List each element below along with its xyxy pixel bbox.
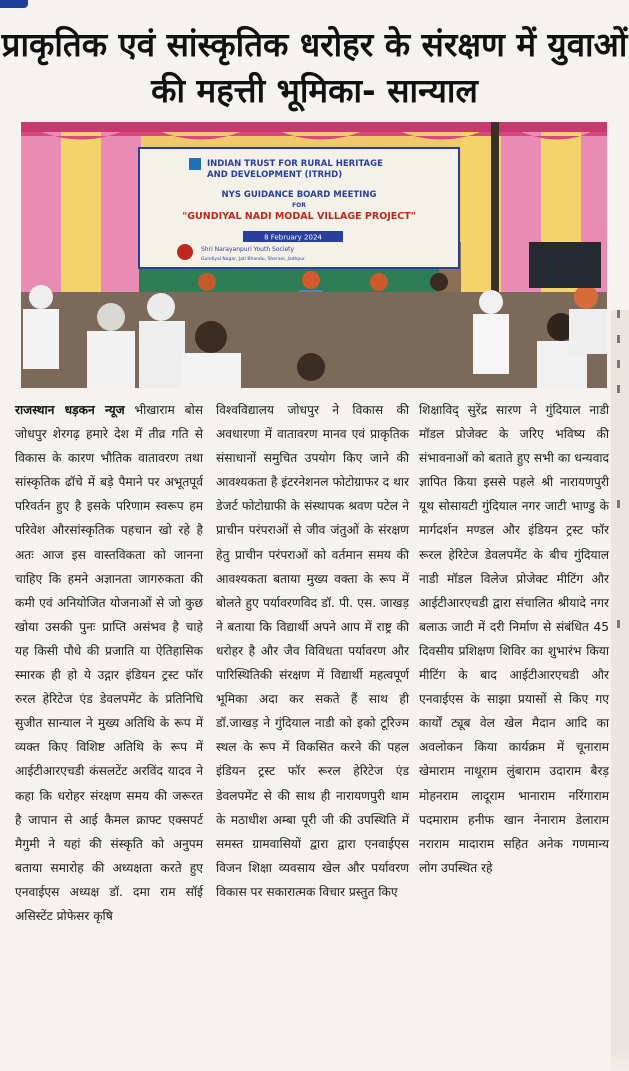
itrhd-logo [189,158,201,170]
masthead-corner-mark [0,0,28,8]
article-body [15,398,611,1068]
banner-org-line2: AND DEVELOPMENT (ITRHD) [207,170,343,180]
headline [0,22,629,114]
event-photo-illustration [21,122,607,388]
banner-org-line1: INDIAN TRUST FOR RURAL HERITAGE [207,159,383,169]
adjacent-page-edge [611,310,629,1071]
event-photo [21,122,607,388]
banner-date: 8 February 2024 [264,233,322,242]
article-column-2-text: विश्वविद्यालय जोधपुर ने विकास की अवधारणा में वातावरण मानव एवं प्राकृतिक संसाधानों समुचित उपयोग किए जाने की आवश्यकता है इंटरनेशनल फोटोग्राफर द थार डेजर्ट फोटोग्राफी के संस्थापक श्रवण पटेल ने प्राचीन परंपराओं से जीव जंतुओं के संरक्षण हेतु प्राचीन परंपराओं को वर्तमान समय की आवश्यकता बताया मुख्य वक्ता के रूप में बोलते हुए पर्यावरणविद डॉ. पी. एस. जाखड़ ने बताया कि विद्यार्थी अपने आप में राष्ट्र की धरोहर है और जैव विविधता पर्यावरण और पारिस्थितिकी संरक्षण में विद्यार्थी महत्वपूर्ण भूमिका अदा कर सकते हैं साथ ही डॉ.जाखड़ ने गुंदियाल नाडी को इको टूरिज्म स्थल के रूप में विकसित करने की पहल इंडियन ट्रस्ट फॉर रूरल हेरिटेज एंड डेवलपमेंट से की साथ ही नारायणपुरी थाम के मठाधीश अम्बा पूरी जी की उपस्थिति में समस्त ग्रामवासियों द्वारा द्वारा एनवाईएस विजन शिक्षा व्यवसाय खेल और पर्यावरण विकास पर सकारात्मक विचार प्रस्तुत किए [216,403,409,899]
banner-for: FOR [292,202,306,209]
article-column-3-text: शिक्षाविद् सुरेंद्र सारण ने गुंदियाल नाडी मॉडल प्रोजेक्ट के जरिए भविष्य की संभावनाओं को बताते हुए सभी का धन्यवाद ज्ञापित किया इससे पहले श्री नारायणपुरी यूथ सोसायटी गुंदियाल नगर जाटी भाण्डु के मार्गदर्शन मण्डल और इंडियन ट्रस्ट फॉर रूरल हेरिटेज डेवलपमेंट के बीच गुंदियाल नाडी मॉडल विलेज प्रोजेक्ट मीटिंग और आईटीआरएचडी द्वारा संचालित श्रीयादे नगर बलाऊ जाटी में दरी निर्माण से संबंधित 45 दिवसीय प्रशिक्षण शिविर का शुभारंभ किया मीटिंग के बाद आईटीआरएचडी और एनवाईएस के साझा प्रयासों से किए गए कार्यों ट्यूब वेल खेल मैदान आदि का अवलोकन किया कार्यक्रम में चूनाराम खेमाराम नाथूराम लुंबाराम उदाराम बैरड़ मोहनराम लादूराम भानाराम नरिंगाराम पदमाराम हनीफ खान नेनाराम डेलाराम नराराम मादाराम सहित अनेक गणमान्य लोग उपस्थित रहे [419,403,609,875]
banner-address: Gundiyal Nagar, Jati Bhandu, Sherani, Jodhpur [201,257,305,262]
audience [21,285,607,388]
article-column-1 [15,398,203,1068]
banner-society: Shri Narayanpuri Youth Society [201,246,295,253]
side-screen [529,242,601,288]
banner-meeting: NYS GUIDANCE BOARD MEETING [221,190,377,200]
banner-project: "GUNDIYAL NADI MODAL VILLAGE PROJECT" [182,211,416,222]
headline-line-1: प्राकृतिक एवं सांस्कृतिक धरोहर के संरक्षण में युवाओं [1,25,628,64]
headline-line-2: की महत्ती भूमिका- सान्याल [151,71,478,110]
article-column-1-text: भीखाराम बोस जोधपुर शेरगढ़ हमारे देश में तीव्र गति से विकास के कारण भौतिक वातावरण तथा सांस्कृतिक ढॉचे में बड़े पैमाने पर अभूतपूर्व परिवर्तन हुए है इसके परिणाम स्वरूप हम परिवेश औरसांस्कृतिक पहचान खो रहे है अतः आज इस वास्तविकता को जानना चाहिए कि हमने अज्ञानता जागरुकता की कमी एवं अनियोजित योजनाओं से जो कुछ खोया उसकी पुनः प्राप्ति असंभव है चाहे यह किसी पौधे की प्रजाति या ऐतिहासिक स्मारक ही हो ये उद्गार इंडियन ट्रस्ट फॉर रुरल हेरिटेज एंड डेवलपमेंट के प्रतिनिधि सुजीत सान्याल ने मुख्य अतिथि के रूप में व्यक्त किए विशिष्ट अतिथि के रूप में आईटीआरएचडी कंसलटेंट अरविंद यादव ने कहा कि धरोहर संरक्षण समय की जरूरत है जापान से आई कैमल क्राफ्ट एक्सपर्ट मैगुमी ने यहां की संस्कृति को अनुपम बताया समारोह की अध्यक्षता करते हुए एनवाईएस अध्यक्ष डॉ. दमा राम सॉई असिस्टेंट प्रोफेसर कृषि [15,403,203,923]
article-column-2 [216,398,409,1068]
society-logo [177,244,193,260]
article-byline: राजस्थान धड़कन न्यूज [15,403,125,417]
article-column-3 [419,398,609,1068]
